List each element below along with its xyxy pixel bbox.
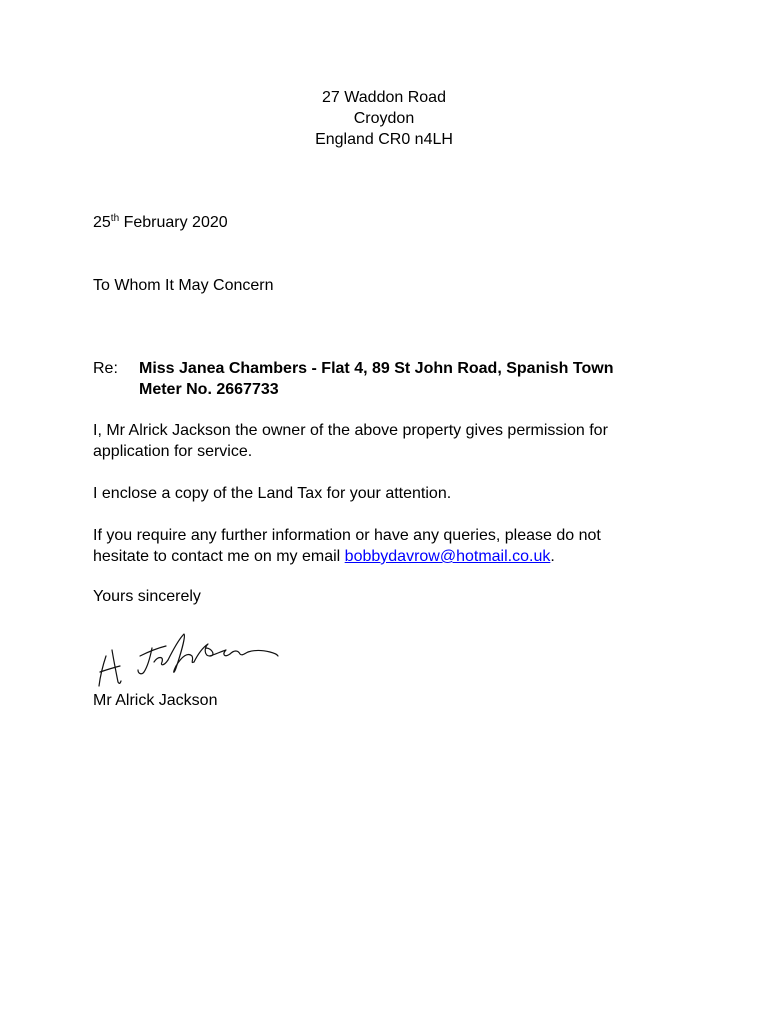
reference-tenant-address: Miss Janea Chambers - Flat 4, 89 St John Road, Spanish Town <box>139 360 614 377</box>
letter-date <box>93 212 228 233</box>
permission-line-1: I, Mr Alrick Jackson the owner of the above property gives permission for <box>93 422 608 439</box>
closing: Yours sincerely <box>93 588 201 605</box>
reference-meter-number: Meter No. 2667733 <box>139 381 279 398</box>
sender-address <box>0 87 768 150</box>
signatory-name: Mr Alrick Jackson <box>93 692 218 709</box>
address-line-country-postcode: England CR0 n4LH <box>315 131 453 148</box>
permission-line-2: application for service. <box>93 443 253 460</box>
date-month-year: February 2020 <box>119 214 228 231</box>
contact-line-2-text: hesitate to contact me on my email <box>93 548 345 565</box>
address-line-town: Croydon <box>353 110 415 127</box>
address-line-street: 27 Waddon Road <box>322 89 446 106</box>
date-ordinal-suffix: th <box>110 213 120 224</box>
enclosure-paragraph <box>93 483 653 504</box>
enclosure-line: I enclose a copy of the Land Tax for your attention. <box>93 485 452 502</box>
contact-line-2-period: . <box>550 548 555 565</box>
contact-line-1: If you require any further information or have any queries, please do not <box>93 527 601 544</box>
reference-subject <box>139 358 613 400</box>
reference-label: Re: <box>93 360 118 377</box>
date-day: 25 <box>93 214 111 231</box>
contact-paragraph <box>93 525 653 567</box>
contact-line-2 <box>93 546 653 567</box>
permission-paragraph <box>93 420 653 462</box>
email-link[interactable]: bobbydavrow@hotmail.co.uk <box>344 548 551 565</box>
handwritten-signature <box>92 626 280 690</box>
salutation: To Whom It May Concern <box>93 277 274 294</box>
